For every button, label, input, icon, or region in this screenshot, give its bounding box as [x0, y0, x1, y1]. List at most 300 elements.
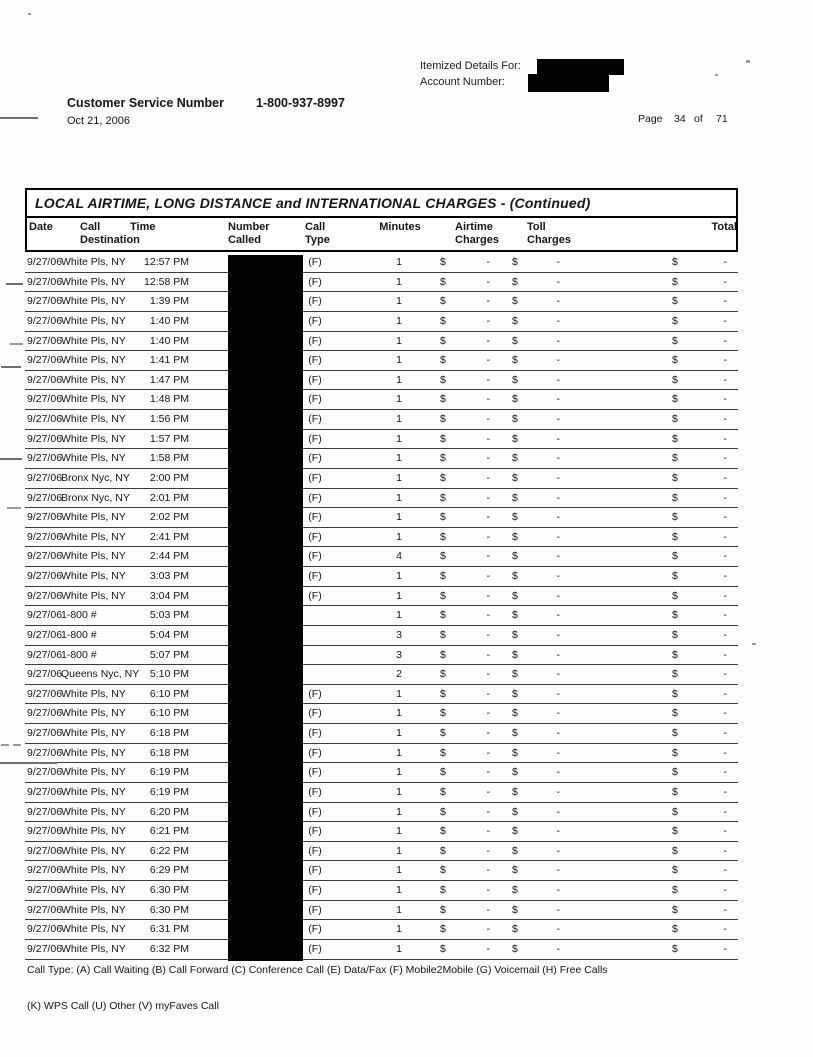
row-total-currency: $: [672, 884, 678, 896]
row-airtime-amount: -: [486, 314, 490, 327]
row-destination: White Pls, NY: [61, 825, 126, 838]
row-toll-currency: $: [512, 864, 518, 877]
row-total-amount: -: [723, 491, 727, 504]
row-airtime-amount: -: [486, 766, 490, 779]
row-airtime-currency: $: [440, 884, 446, 896]
row-toll-amount: -: [556, 727, 560, 739]
row-total-currency: $: [672, 550, 678, 563]
row-airtime-amount: -: [486, 648, 490, 661]
row-destination: Queens Nyc, NY: [61, 668, 140, 681]
row-airtime-currency: $: [440, 805, 446, 818]
row-call-type: (F): [308, 530, 322, 543]
row-minutes: 1: [396, 707, 402, 720]
row-airtime-currency: $: [440, 413, 446, 425]
row-airtime-currency: $: [440, 432, 446, 445]
row-date: 9/27/06: [27, 570, 63, 582]
col-header-toll: Toll Charges: [527, 221, 572, 246]
itemized-details-label: Itemized Details For:: [420, 60, 521, 72]
row-call-type: (F): [308, 570, 322, 582]
row-date: 9/27/06: [27, 393, 63, 406]
scan-artifact: [0, 762, 57, 764]
row-airtime-amount: -: [486, 707, 490, 720]
call-row: [25, 881, 738, 901]
row-time: 1:58 PM: [149, 452, 189, 465]
row-airtime-amount: -: [486, 589, 490, 602]
row-destination: White Pls, NY: [61, 530, 126, 543]
row-call-type: (F): [308, 589, 322, 602]
charges-table: [25, 188, 738, 252]
row-total-currency: $: [672, 766, 678, 779]
row-toll-currency: $: [512, 432, 518, 445]
row-date: 9/27/06: [27, 609, 63, 622]
row-destination: White Pls, NY: [61, 295, 126, 308]
call-row: [25, 783, 738, 803]
col-header-time: Time: [130, 221, 156, 233]
col-header-number-called: Number Called: [228, 221, 270, 246]
row-total-currency: $: [672, 609, 678, 622]
row-time: 6:32 PM: [149, 942, 189, 955]
row-total-amount: -: [723, 432, 727, 445]
row-minutes: 1: [396, 491, 402, 504]
row-airtime-amount: -: [486, 903, 490, 916]
row-airtime-amount: -: [486, 805, 490, 818]
row-time: 1:57 PM: [149, 432, 189, 445]
row-toll-amount: -: [556, 275, 560, 288]
row-airtime-currency: $: [440, 628, 446, 641]
row-date: 9/27/06: [27, 844, 63, 857]
row-airtime-amount: -: [486, 295, 490, 308]
row-toll-amount: -: [556, 570, 560, 582]
row-call-type: (F): [308, 805, 322, 818]
row-toll-currency: $: [512, 393, 518, 406]
row-toll-currency: $: [512, 256, 518, 268]
row-total-currency: $: [672, 413, 678, 425]
row-airtime-amount: -: [486, 923, 490, 936]
row-toll-currency: $: [512, 275, 518, 288]
call-row: [25, 940, 738, 960]
call-row: [25, 528, 738, 548]
redacted-number-called-column: [228, 255, 303, 961]
scan-artifact: [1, 744, 9, 746]
row-toll-currency: $: [512, 570, 518, 582]
row-toll-currency: $: [512, 491, 518, 504]
row-total-currency: $: [672, 511, 678, 524]
row-toll-currency: $: [512, 668, 518, 681]
row-time: 6:10 PM: [149, 707, 189, 720]
row-total-amount: -: [723, 570, 727, 582]
row-total-currency: $: [672, 373, 678, 386]
row-total-currency: $: [672, 570, 678, 582]
row-minutes: 3: [396, 648, 402, 661]
row-minutes: 1: [396, 923, 402, 936]
row-total-currency: $: [672, 275, 678, 288]
call-row: [25, 508, 738, 528]
call-row: [25, 685, 738, 705]
row-time: 5:10 PM: [149, 668, 189, 681]
row-call-type: (F): [308, 491, 322, 504]
scan-artifact: [752, 643, 756, 645]
row-toll-currency: $: [512, 903, 518, 916]
call-row: [25, 430, 738, 450]
row-total-currency: $: [672, 648, 678, 661]
row-airtime-amount: -: [486, 864, 490, 877]
scan-artifact: [10, 343, 23, 345]
row-minutes: 1: [396, 825, 402, 838]
row-total-amount: -: [723, 785, 727, 798]
row-toll-currency: $: [512, 923, 518, 936]
row-toll-currency: $: [512, 746, 518, 759]
row-time: 1:40 PM: [149, 334, 189, 347]
row-minutes: 1: [396, 570, 402, 582]
row-destination: White Pls, NY: [61, 354, 126, 367]
row-toll-amount: -: [556, 373, 560, 386]
row-toll-currency: $: [512, 805, 518, 818]
row-airtime-currency: $: [440, 844, 446, 857]
call-row: [25, 861, 738, 881]
row-airtime-amount: -: [486, 570, 490, 582]
row-minutes: 1: [396, 452, 402, 465]
call-row: [25, 763, 738, 783]
row-time: 6:21 PM: [149, 825, 189, 838]
row-toll-currency: $: [512, 314, 518, 327]
row-toll-currency: $: [512, 884, 518, 896]
page-label: Page: [638, 113, 663, 125]
scan-artifact: [1, 366, 21, 368]
row-total-amount: -: [723, 314, 727, 327]
row-toll-amount: -: [556, 687, 560, 700]
call-row: [25, 253, 738, 273]
row-date: 9/27/06: [27, 707, 63, 720]
row-destination: White Pls, NY: [61, 923, 126, 936]
call-row: [25, 920, 738, 940]
row-total-amount: -: [723, 687, 727, 700]
col-header-minutes: Minutes: [379, 221, 421, 233]
call-row: [25, 292, 738, 312]
row-destination: White Pls, NY: [61, 903, 126, 916]
row-airtime-amount: -: [486, 354, 490, 367]
row-toll-currency: $: [512, 785, 518, 798]
row-total-amount: -: [723, 609, 727, 622]
row-toll-currency: $: [512, 844, 518, 857]
row-toll-amount: -: [556, 413, 560, 425]
row-minutes: 1: [396, 805, 402, 818]
row-toll-currency: $: [512, 628, 518, 641]
row-total-amount: -: [723, 393, 727, 406]
call-row: [25, 489, 738, 509]
row-date: 9/27/06: [27, 295, 63, 308]
row-call-type: (F): [308, 334, 322, 347]
redacted-customer-name: [537, 59, 624, 75]
row-toll-currency: $: [512, 354, 518, 367]
row-destination: White Pls, NY: [61, 373, 126, 386]
row-toll-amount: -: [556, 766, 560, 779]
row-minutes: 1: [396, 942, 402, 955]
row-minutes: 1: [396, 314, 402, 327]
row-airtime-amount: -: [486, 746, 490, 759]
row-destination: White Pls, NY: [61, 314, 126, 327]
row-airtime-amount: -: [486, 393, 490, 406]
row-total-amount: -: [723, 727, 727, 739]
row-total-amount: -: [723, 903, 727, 916]
row-airtime-amount: -: [486, 413, 490, 425]
row-destination: 1-800 #: [61, 628, 97, 641]
row-minutes: 1: [396, 884, 402, 896]
row-airtime-currency: $: [440, 687, 446, 700]
row-date: 9/27/06: [27, 550, 63, 563]
row-airtime-amount: -: [486, 825, 490, 838]
row-destination: White Pls, NY: [61, 393, 126, 406]
table-column-headers: [27, 218, 736, 250]
row-airtime-currency: $: [440, 923, 446, 936]
row-toll-currency: $: [512, 687, 518, 700]
call-row: [25, 606, 738, 626]
col-header-date: Date: [29, 221, 53, 233]
row-total-amount: -: [723, 844, 727, 857]
row-airtime-amount: -: [486, 942, 490, 955]
row-time: 6:29 PM: [149, 864, 189, 877]
row-call-type: (F): [308, 746, 322, 759]
row-destination: White Pls, NY: [61, 334, 126, 347]
row-call-type: (F): [308, 314, 322, 327]
row-time: 6:31 PM: [149, 923, 189, 936]
row-date: 9/27/06: [27, 727, 63, 739]
row-total-amount: -: [723, 413, 727, 425]
row-total-amount: -: [723, 373, 727, 386]
call-row: [25, 547, 738, 567]
row-date: 9/27/06: [27, 785, 63, 798]
row-minutes: 1: [396, 413, 402, 425]
row-minutes: 1: [396, 511, 402, 524]
row-toll-amount: -: [556, 530, 560, 543]
row-toll-amount: -: [556, 511, 560, 524]
call-row: [25, 665, 738, 685]
row-minutes: 2: [396, 668, 402, 681]
row-date: 9/27/06: [27, 471, 63, 484]
row-call-type: (F): [308, 942, 322, 955]
row-call-type: (F): [308, 354, 322, 367]
row-airtime-currency: $: [440, 452, 446, 465]
row-minutes: 1: [396, 295, 402, 308]
row-total-amount: -: [723, 256, 727, 268]
row-call-type: (F): [308, 275, 322, 288]
row-date: 9/27/06: [27, 275, 63, 288]
row-airtime-currency: $: [440, 256, 446, 268]
row-call-type: (F): [308, 452, 322, 465]
row-airtime-amount: -: [486, 628, 490, 641]
call-row: [25, 646, 738, 666]
row-airtime-currency: $: [440, 766, 446, 779]
row-toll-amount: -: [556, 628, 560, 641]
row-call-type: (F): [308, 432, 322, 445]
row-toll-amount: -: [556, 805, 560, 818]
row-total-amount: -: [723, 825, 727, 838]
call-row: [25, 312, 738, 332]
row-total-amount: -: [723, 550, 727, 563]
row-toll-currency: $: [512, 550, 518, 563]
row-airtime-amount: -: [486, 727, 490, 739]
row-destination: White Pls, NY: [61, 707, 126, 720]
row-airtime-currency: $: [440, 785, 446, 798]
row-time: 1:48 PM: [149, 393, 189, 406]
row-total-currency: $: [672, 727, 678, 739]
row-minutes: 1: [396, 354, 402, 367]
row-date: 9/27/06: [27, 589, 63, 602]
col-header-destination: Call Destination: [80, 221, 140, 246]
row-total-amount: -: [723, 648, 727, 661]
row-toll-currency: $: [512, 295, 518, 308]
row-destination: White Pls, NY: [61, 785, 126, 798]
row-toll-amount: -: [556, 864, 560, 877]
page-total: 71: [716, 113, 728, 125]
row-airtime-currency: $: [440, 648, 446, 661]
row-airtime-amount: -: [486, 373, 490, 386]
row-airtime-currency: $: [440, 471, 446, 484]
row-date: 9/27/06: [27, 864, 63, 877]
row-total-amount: -: [723, 471, 727, 484]
row-toll-currency: $: [512, 707, 518, 720]
row-airtime-currency: $: [440, 707, 446, 720]
row-total-amount: -: [723, 511, 727, 524]
row-toll-amount: -: [556, 746, 560, 759]
row-destination: White Pls, NY: [61, 687, 126, 700]
row-airtime-currency: $: [440, 550, 446, 563]
row-call-type: (F): [308, 413, 322, 425]
row-destination: White Pls, NY: [61, 844, 126, 857]
row-toll-currency: $: [512, 413, 518, 425]
row-airtime-currency: $: [440, 393, 446, 406]
scan-artifact: [6, 283, 23, 285]
row-total-currency: $: [672, 825, 678, 838]
row-total-currency: $: [672, 687, 678, 700]
row-time: 6:30 PM: [149, 884, 189, 896]
row-airtime-amount: -: [486, 275, 490, 288]
row-total-currency: $: [672, 256, 678, 268]
row-time: 6:18 PM: [149, 727, 189, 739]
row-destination: White Pls, NY: [61, 275, 126, 288]
row-destination: White Pls, NY: [61, 766, 126, 779]
row-date: 9/27/06: [27, 432, 63, 445]
call-row: [25, 469, 738, 489]
row-minutes: 1: [396, 256, 402, 268]
row-total-currency: $: [672, 393, 678, 406]
call-row: [25, 803, 738, 823]
row-date: 9/27/06: [27, 334, 63, 347]
row-total-amount: -: [723, 295, 727, 308]
row-total-amount: -: [723, 275, 727, 288]
call-row: [25, 744, 738, 764]
row-toll-currency: $: [512, 530, 518, 543]
call-type-legend-line2: (K) WPS Call (U) Other (V) myFaves Call: [27, 1000, 219, 1012]
row-total-amount: -: [723, 452, 727, 465]
col-header-call-type: Call Type: [305, 221, 330, 246]
row-airtime-currency: $: [440, 334, 446, 347]
customer-service-label: Customer Service Number: [67, 96, 225, 110]
row-total-currency: $: [672, 707, 678, 720]
row-date: 9/27/06: [27, 373, 63, 386]
row-airtime-currency: $: [440, 609, 446, 622]
row-call-type: (F): [308, 923, 322, 936]
row-destination: 1-800 #: [61, 648, 97, 661]
row-destination: White Pls, NY: [61, 256, 126, 268]
row-call-type: (F): [308, 471, 322, 484]
row-time: 6:19 PM: [149, 766, 189, 779]
row-call-type: (F): [308, 864, 322, 877]
row-airtime-amount: -: [486, 334, 490, 347]
row-date: 9/27/06: [27, 668, 63, 681]
scan-artifact: [7, 507, 21, 509]
row-toll-currency: $: [512, 766, 518, 779]
call-row: [25, 390, 738, 410]
call-row: [25, 567, 738, 587]
row-minutes: 1: [396, 785, 402, 798]
row-total-currency: $: [672, 589, 678, 602]
row-toll-amount: -: [556, 884, 560, 896]
table-title: LOCAL AIRTIME, LONG DISTANCE and INTERNATIONAL CHARGES - (Continued): [27, 190, 736, 218]
scan-artifact: [13, 744, 21, 746]
row-destination: White Pls, NY: [61, 727, 126, 739]
row-airtime-currency: $: [440, 746, 446, 759]
row-time: 6:20 PM: [149, 805, 189, 818]
row-minutes: 1: [396, 766, 402, 779]
row-total-amount: -: [723, 942, 727, 955]
row-toll-amount: -: [556, 393, 560, 406]
row-destination: White Pls, NY: [61, 589, 126, 602]
row-airtime-currency: $: [440, 864, 446, 877]
row-toll-amount: -: [556, 256, 560, 268]
row-toll-amount: -: [556, 648, 560, 661]
row-call-type: (F): [308, 373, 322, 386]
row-date: 9/27/06: [27, 648, 63, 661]
row-destination: White Pls, NY: [61, 942, 126, 955]
row-toll-amount: -: [556, 314, 560, 327]
row-total-currency: $: [672, 354, 678, 367]
row-total-currency: $: [672, 628, 678, 641]
col-header-airtime: Airtime Charges: [455, 221, 500, 246]
scan-artifact: [746, 60, 750, 63]
call-row: [25, 587, 738, 607]
row-time: 12:57 PM: [144, 256, 189, 268]
page-number: 34: [674, 113, 686, 125]
row-destination: White Pls, NY: [61, 413, 126, 425]
row-total-amount: -: [723, 354, 727, 367]
row-toll-amount: -: [556, 785, 560, 798]
row-toll-amount: -: [556, 471, 560, 484]
row-date: 9/27/06: [27, 687, 63, 700]
row-total-amount: -: [723, 864, 727, 877]
row-time: 5:04 PM: [149, 628, 189, 641]
row-toll-amount: -: [556, 844, 560, 857]
row-toll-currency: $: [512, 825, 518, 838]
row-date: 9/27/06: [27, 825, 63, 838]
call-row: [25, 842, 738, 862]
redacted-account-number: [528, 74, 609, 92]
row-time: 5:03 PM: [149, 609, 189, 622]
row-time: 2:00 PM: [149, 471, 189, 484]
page-of-label: of: [694, 113, 703, 125]
row-time: 2:01 PM: [149, 491, 189, 504]
row-call-type: (F): [308, 785, 322, 798]
row-minutes: 4: [396, 550, 402, 563]
row-airtime-amount: -: [486, 491, 490, 504]
row-minutes: 1: [396, 609, 402, 622]
row-total-currency: $: [672, 432, 678, 445]
row-airtime-currency: $: [440, 668, 446, 681]
row-time: 2:44 PM: [149, 550, 189, 563]
row-time: 1:40 PM: [149, 314, 189, 327]
row-total-amount: -: [723, 334, 727, 347]
row-airtime-currency: $: [440, 727, 446, 739]
row-total-amount: -: [723, 668, 727, 681]
